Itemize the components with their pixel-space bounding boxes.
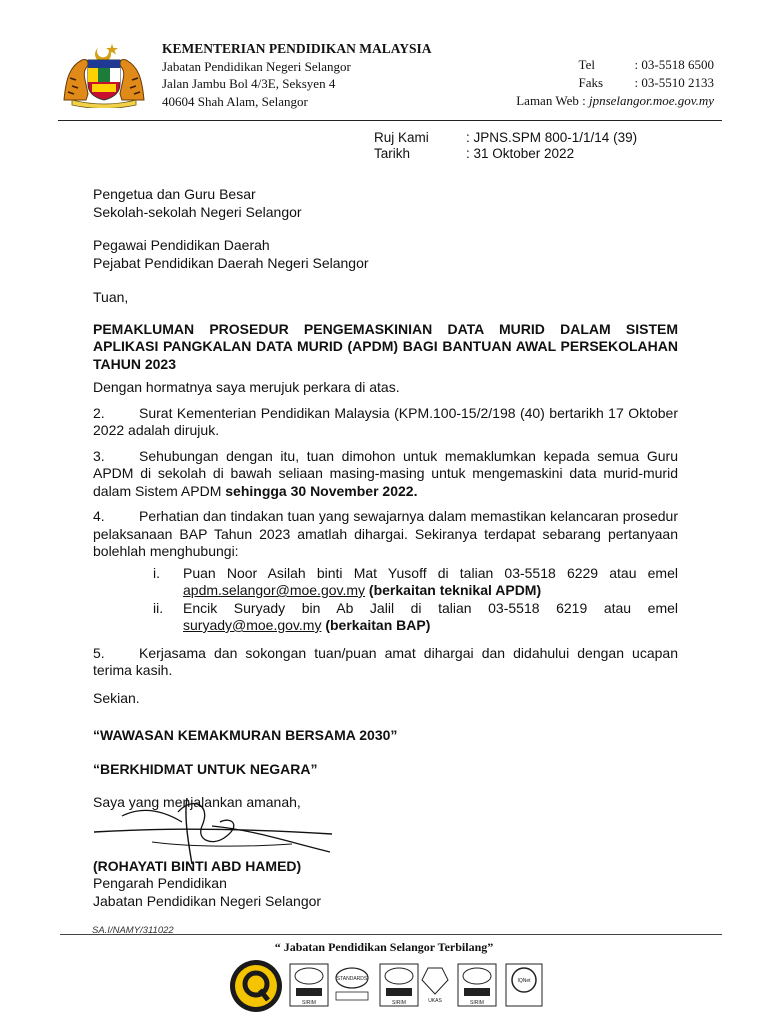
svg-text:SIRIM: SIRIM <box>470 1000 484 1006</box>
sirim-standards-badge-icon <box>336 968 368 1000</box>
sirim-quality-badge-icon <box>290 964 328 1006</box>
handwritten-signature <box>92 786 342 866</box>
svg-text:SIRIM: SIRIM <box>392 1000 406 1006</box>
fax-label: Faks <box>578 75 604 90</box>
recipient-2-line-2: Pejabat Pendidikan Daerah Negeri Selangor <box>93 254 369 271</box>
paragraph-4-text: Perhatian dan tindakan tuan yang sewajarnya dalam memastikan kelancaran prosedur pelaksanaan BAP Tahun 2023 amatlah dihargai. Sekiranya terdapat sebarang pertanyaan bolehlah menghubungi: <box>93 508 678 559</box>
letterhead-divider <box>58 120 722 121</box>
tel-label: Tel <box>578 57 595 72</box>
ministry-name: KEMENTERIAN PENDIDIKAN MALAYSIA <box>162 41 432 56</box>
sirim-quality-system-badge-icon <box>380 964 418 1006</box>
date-value: : 31 Oktober 2022 <box>466 146 575 161</box>
paragraph-4 <box>93 508 678 561</box>
paragraph-5 <box>93 645 678 680</box>
web-value: jpnselangor.moe.gov.my <box>588 93 714 108</box>
paragraph-5-number: 5. <box>93 644 105 661</box>
paragraph-3 <box>93 448 678 501</box>
paragraph-2 <box>93 405 678 440</box>
quality-q-logo-icon <box>230 960 282 1012</box>
svg-text:SIRIM: SIRIM <box>302 1000 316 1006</box>
contact-text: Encik Suryady bin Ab Jalil di talian 03-5518 6219 atau emel <box>183 599 678 616</box>
contact-number: i. <box>153 564 160 581</box>
tel-value: : 03-5518 6500 <box>634 57 714 72</box>
closing: Sekian. <box>93 689 140 706</box>
salutation: Tuan, <box>93 289 129 305</box>
paragraph-2-text: Surat Kementerian Pendidikan Malaysia (KPM.100-15/2/198 (40) bertarikh 17 Oktober 2022 adalah dirujuk. <box>93 404 678 438</box>
paragraph-3-text: Sehubungan dengan itu, tuan dimohon untuk memaklumkan kepada semua Guru APDM di sekolah di bawah seliaan masing-masing untuk mengemaskini data murid-murid dalam Sistem APDM <box>93 447 678 499</box>
ukas-badge-icon <box>422 968 448 1004</box>
paragraph-3-number: 3. <box>93 447 105 464</box>
date-label: Tarikh <box>374 146 411 161</box>
svg-text:STANDARDS: STANDARDS <box>336 976 368 982</box>
contact-email-link[interactable]: suryady@moe.gov.my <box>183 617 322 633</box>
contact-item <box>153 600 678 635</box>
motto-2: “BERKHIDMAT UNTUK NEGARA” <box>93 760 318 777</box>
footer-divider <box>60 934 722 935</box>
contact-item <box>153 565 678 600</box>
signatory-position: Pengarah Pendidikan <box>93 875 227 891</box>
letterhead-contact <box>516 56 714 110</box>
iqnet-badge-icon <box>506 964 542 1006</box>
contact-number: ii. <box>153 599 164 616</box>
ruj-label: Ruj Kami <box>374 130 429 145</box>
contact-text: Puan Noor Asilah binti Mat Yusoff di talian 03-5518 6229 atau emel <box>183 564 678 581</box>
address-line-1: Jalan Jambu Bol 4/3E, Seksyen 4 <box>162 76 336 91</box>
signatory-name: (ROHAYATI BINTI ABD HAMED) <box>93 857 302 874</box>
certification-badges <box>228 958 544 1014</box>
intro-paragraph: Dengan hormatnya saya merujuk perkara di atas. <box>93 379 400 395</box>
letterhead-address <box>162 40 432 110</box>
letter-title: PEMAKLUMAN PROSEDUR PENGEMASKINIAN DATA MURID DALAM SISTEM APLIKASI PANGKALAN DATA MURID (APDM) BAGI BANTUAN AWAL PERSEKOLAHAN TAHUN 2023 <box>93 320 678 372</box>
recipient-2-line-1: Pegawai Pendidikan Daerah <box>93 237 270 253</box>
recipient-1-line-1: Pengetua dan Guru Besar <box>93 186 256 202</box>
department-name: Jabatan Pendidikan Negeri Selangor <box>162 58 351 74</box>
malaysia-coat-of-arms-icon <box>58 38 150 108</box>
paragraph-2-number: 2. <box>93 404 105 421</box>
contact-note: (berkaitan BAP) <box>321 617 431 633</box>
signatory-department: Jabatan Pendidikan Negeri Selangor <box>93 892 322 909</box>
paragraph-3-deadline: sehingga 30 November 2022. <box>225 482 418 499</box>
contact-email-link[interactable]: apdm.selangor@moe.gov.my <box>183 582 366 598</box>
recipient-2 <box>93 237 678 272</box>
recipient-1 <box>93 186 678 221</box>
motto-1: “WAWASAN KEMAKMURAN BERSAMA 2030” <box>93 727 398 743</box>
contact-note: (berkaitan teknikal APDM) <box>365 582 542 598</box>
address-line-2: 40604 Shah Alam, Selangor <box>162 93 308 109</box>
paragraph-4-number: 4. <box>93 508 105 524</box>
sign-intro: Saya yang menjalankan amanah, <box>93 794 301 810</box>
recipient-1-line-2: Sekolah-sekolah Negeri Selangor <box>93 203 302 220</box>
sirim-quality-system-badge-icon <box>458 964 496 1006</box>
footer-tagline: “ Jabatan Pendidikan Selangor Terbilang” <box>274 940 494 954</box>
fax-value: : 03-5510 2133 <box>634 75 714 90</box>
svg-text:UKAS: UKAS <box>428 998 442 1004</box>
web-label: Laman Web : <box>516 93 586 108</box>
document-code: SA.I/NAMY/311022 <box>92 925 174 936</box>
paragraph-5-text: Kerjasama dan sokongan tuan/puan amat dihargai dan didahului dengan ucapan terima kasih. <box>93 644 678 678</box>
svg-text:IQNet: IQNet <box>517 978 531 984</box>
ruj-value: : JPNS.SPM 800-1/1/14 (39) <box>466 130 638 145</box>
reference-block <box>374 130 637 162</box>
